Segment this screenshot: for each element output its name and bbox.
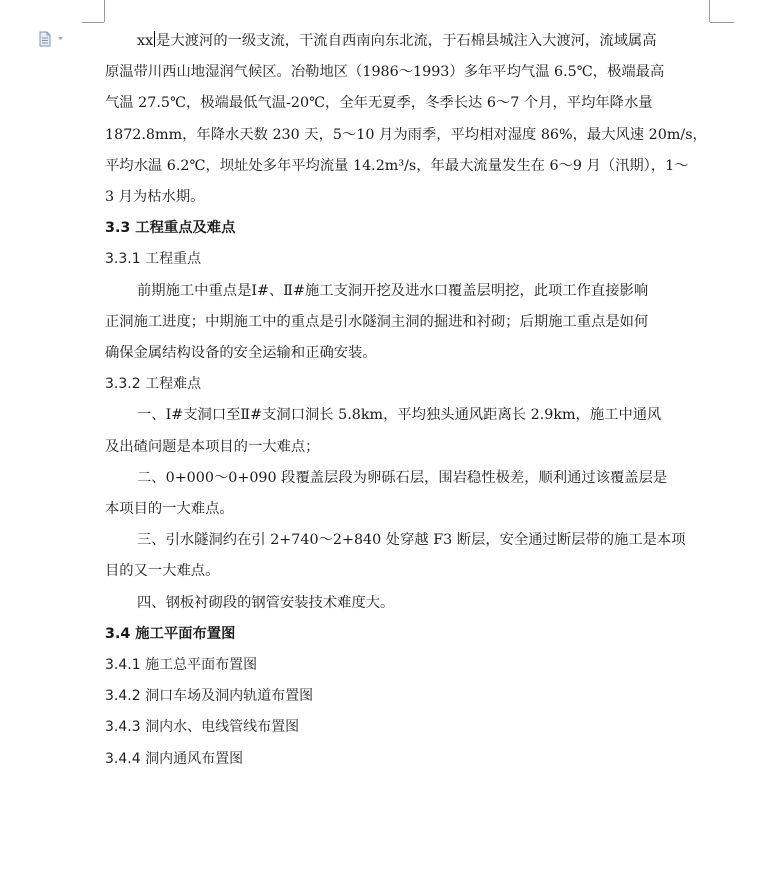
section-heading-3-4: 3.4 施工平面布置图 — [105, 625, 236, 642]
paragraph-difficulty-1-line-1: 一、Ⅰ#支洞口至Ⅱ#支洞口洞长 5.8km，平均独头通风距离长 2.9km，施工中通风 — [137, 407, 662, 424]
section-heading-3-3: 3.3 工程重点及难点 — [105, 220, 236, 237]
document-body[interactable] — [105, 26, 711, 775]
paragraph-difficulty-2-line-1: 二、0+000～0+090 段覆盖层段为卵砾石层，围岩稳性极差，顺利通过该覆盖层是 — [137, 469, 668, 486]
paragraph-key-points-line-3: 确保金属结构设备的安全运输和正确安装。 — [105, 345, 377, 362]
paragraph-difficulty-3-line-1: 三、引水隧洞约在引 2+740～2+840 处穿越 F3 断层，安全通过断层带的施工是本项 — [137, 532, 686, 549]
page-corner-mark-right-horizontal — [710, 22, 734, 23]
section-heading-3-4-2: 3.4.2 洞口车场及洞内轨道布置图 — [105, 688, 314, 705]
paragraph-hydrology-line-2: 原温带川西山地湿润气候区。冶勒地区（1986～1993）多年平均气温 6.5℃，极端最高 — [105, 64, 665, 81]
paragraph-difficulty-1-line-2: 及出碴问题是本项目的一大难点； — [105, 438, 320, 455]
paragraph-hydrology-line-1: xx 是大渡河的一级支流，干流自西南向东北流，于石棉县城注入大渡河，流域属高 — [137, 33, 657, 49]
page-corner-mark-right — [709, 0, 710, 22]
paragraph-hydrology-line-3: 气温 27.5℃，极端最低气温-20℃，全年无夏季，冬季长达 6～7 个月，平均年降水量 — [105, 95, 653, 112]
paragraph-hydrology-line-5: 平均水温 6.2℃，坝址处多年平均流量 14.2m³/s，年最大流量发生在 6～9 月（汛期），1～ — [105, 157, 689, 174]
text-cursor — [154, 31, 155, 47]
paragraph-hydrology-line-6: 3 月为枯水期。 — [105, 189, 205, 206]
paragraph-options-button[interactable] — [38, 31, 64, 47]
paragraph-hydrology-line-4: 1872.8mm，年降水天数 230 天，5～10 月为雨季，平均相对湿度 86%，最大风速 20m/s， — [105, 126, 707, 143]
page-corner-mark-left — [104, 0, 105, 22]
section-heading-3-3-1: 3.3.1 工程重点 — [105, 251, 202, 268]
section-heading-3-4-1: 3.4.1 施工总平面布置图 — [105, 657, 258, 674]
paragraph-key-points-line-1: 前期施工中重点是Ⅰ#、Ⅱ#施工支洞开挖及进水口覆盖层明挖，此项工作直接影响 — [137, 282, 649, 299]
section-heading-3-3-2: 3.3.2 工程难点 — [105, 376, 202, 393]
paragraph-key-points-line-2: 正洞施工进度；中期施工中的重点是引水隧洞主洞的掘进和衬砌；后期施工重点是如何 — [105, 313, 649, 330]
page-corner-mark-left-horizontal — [82, 22, 104, 23]
section-heading-3-4-4: 3.4.4 洞内通风布置图 — [105, 750, 244, 767]
document-icon — [38, 31, 64, 47]
chevron-down-icon — [58, 37, 63, 40]
paragraph-difficulty-4: 四、钢板衬砌段的钢管安装技术难度大。 — [137, 594, 395, 611]
section-heading-3-4-3: 3.4.3 洞内水、电线管线布置图 — [105, 719, 300, 736]
river-name-placeholder: xx — [137, 33, 154, 49]
paragraph-difficulty-2-line-2: 本项目的一大难点。 — [105, 501, 234, 518]
paragraph-difficulty-3-line-2: 目的又一大难点。 — [105, 563, 220, 580]
